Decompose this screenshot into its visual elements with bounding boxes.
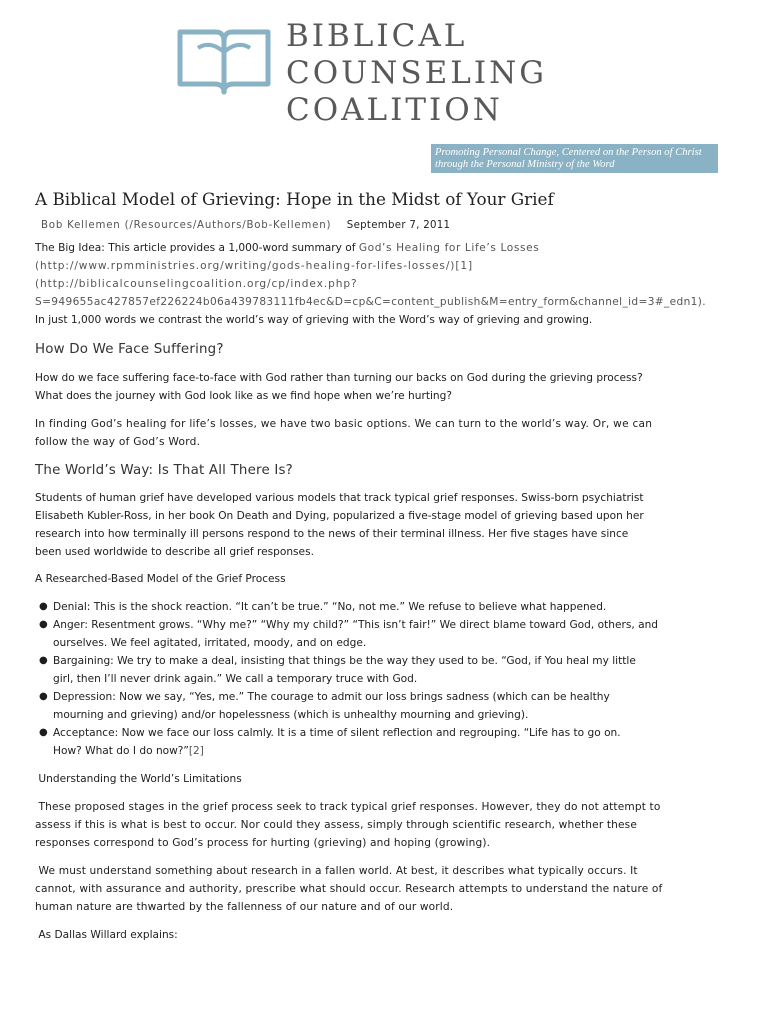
big-idea-summary: In just 1,000 words we contrast the world’s way of grieving with the Word’s way of grieving and growing.	[35, 314, 593, 326]
logo-wordmark	[286, 18, 546, 129]
text-line	[53, 742, 745, 760]
section-heading-worlds-way: The World’s Way: Is That All There Is?	[35, 463, 293, 478]
limitations-heading	[35, 770, 745, 788]
paragraph-suffering-1	[35, 369, 745, 405]
text-line	[35, 798, 745, 816]
logo-line-3: COALITION	[286, 92, 503, 128]
limitations-heading-text: Understanding the World’s Limitations	[38, 773, 242, 785]
paragraph-limitations-2	[35, 862, 745, 916]
paragraph-grief-models	[35, 489, 745, 561]
tagline-line-2: through the Personal Ministry of the Word	[435, 159, 615, 170]
text-line: assess if this is what is best to occur. Nor could they assess, simply through scientific research, whether these	[35, 819, 638, 831]
tagline-banner	[431, 144, 718, 173]
big-idea-text: This article provides a 1,000-word summary of	[108, 242, 356, 254]
section-heading-suffering: How Do We Face Suffering?	[35, 342, 224, 357]
grief-stages-list	[35, 598, 745, 760]
text-line	[35, 862, 745, 880]
article-title: A Biblical Model of Grieving: Hope in the Midst of Your Grief	[35, 189, 554, 209]
text-line: What does the journey with God look like as we find hope when we’re hurting?	[35, 390, 452, 402]
text-fragment: How? What do I do now?”	[53, 745, 189, 757]
text-line: mourning and grieving) and/or hopelessness (which is unhealthy mourning and grieving).	[53, 709, 529, 721]
text-line: responses correspond to God’s process for hurting (grieving) and hoping (growing).	[35, 837, 491, 849]
text-line: Denial: This is the shock reaction. “It can’t be true.” “No, not me.” We refuse to believe what happened.	[53, 601, 607, 613]
site-header	[0, 0, 768, 180]
text-fragment: We must understand something about research in a fallen world. At best, it describes what typically occurs. It	[38, 865, 638, 877]
open-book-logo-icon	[176, 26, 272, 98]
bullet-icon: ●	[39, 655, 48, 666]
author-link[interactable]: Bob Kellemen (/Resources/Authors/Bob-Kellemen)	[41, 220, 332, 231]
text-line: Depression: Now we say, “Yes, me.” The courage to admit our loss brings sadness (which can be healthy	[53, 691, 610, 703]
bullet-icon: ●	[39, 727, 48, 738]
text-line: girl, then I’ll never drink again.” We call a temporary truce with God.	[53, 673, 418, 685]
text-line: Bargaining: We try to make a deal, insisting that things be the way they used to be. “God, if You heal my little	[53, 655, 636, 667]
logo-line-1: BIBLICAL	[286, 18, 468, 54]
list-item-bargaining	[35, 652, 745, 688]
text-line: been used worldwide to describe all grief responses.	[35, 546, 314, 558]
grief-model-heading: A Researched-Based Model of the Grief Process	[35, 573, 286, 585]
text-fragment: These proposed stages in the grief process seek to track typical grief responses. However, they do not attempt to	[38, 801, 661, 813]
bullet-icon: ●	[39, 601, 48, 612]
text-line: cannot, with assurance and authority, prescribe what should occur. Research attempts to understand the nature of	[35, 883, 663, 895]
list-item-denial	[35, 598, 745, 616]
text-line: Anger: Resentment grows. “Why me?” “Why my child?” “This isn’t fair!” We direct blame toward God, others, and	[53, 619, 659, 631]
byline	[35, 219, 745, 233]
list-item-anger	[35, 616, 745, 652]
footnote-link-2[interactable]: [2]	[188, 745, 204, 757]
text-line: ourselves. We feel agitated, irritated, moody, and on edge.	[53, 637, 367, 649]
text-line: In finding God’s healing for life’s losses, we have two basic options. We can turn to the world’s way. Or, we can	[35, 418, 653, 430]
book-link[interactable]: God’s Healing for Life’s Losses	[358, 242, 540, 254]
text-line: human nature are thwarted by the fallenness of our nature and of our world.	[35, 901, 454, 913]
bullet-icon: ●	[39, 691, 48, 702]
list-item-acceptance	[35, 724, 745, 760]
text-line: Acceptance: Now we face our loss calmly. It is a time of silent reflection and regrouping. “Life has to go on.	[53, 727, 621, 739]
book-url[interactable]: (http://www.rpmministries.org/writing/gods-healing-for-lifes-losses/)[1]	[35, 260, 474, 272]
text-line: research into how terminally ill persons respond to the news of their terminal illness. Her five stages have since	[35, 528, 629, 540]
list-item-depression	[35, 688, 745, 724]
big-idea-paragraph	[35, 239, 745, 329]
publish-date: September 7, 2011	[346, 220, 451, 231]
big-idea-line-1	[35, 239, 745, 257]
paragraph-limitations-1	[35, 798, 745, 852]
bullet-icon: ●	[39, 619, 48, 630]
text-line: Students of human grief have developed various models that track typical grief responses. Swiss-born psychiatrist	[35, 492, 644, 504]
paragraph-suffering-2	[35, 415, 745, 451]
logo-line-2: COUNSELING	[286, 55, 547, 91]
tagline-line-1: Promoting Personal Change, Centered on the Person of Christ	[435, 147, 702, 158]
willard-intro	[35, 926, 745, 944]
big-idea-label: The Big Idea:	[35, 242, 105, 254]
footnote-url-2[interactable]: S=949655ac427857ef226224b06a439783111fb4ec&D=cp&C=content_publish&M=entry_form&channel_id=3#_edn1).	[35, 296, 706, 308]
text-line: How do we face suffering face-to-face with God rather than turning our backs on God during the grieving process?	[35, 372, 643, 384]
text-line: Elisabeth Kubler-Ross, in her book On Death and Dying, popularized a five-stage model of grieving based upon her	[35, 510, 644, 522]
willard-intro-text: As Dallas Willard explains:	[38, 929, 178, 941]
text-line: follow the way of God’s Word.	[35, 436, 201, 448]
footnote-url-1[interactable]: (http://biblicalcounselingcoalition.org/cp/index.php?	[35, 278, 358, 290]
article-body	[35, 185, 745, 944]
